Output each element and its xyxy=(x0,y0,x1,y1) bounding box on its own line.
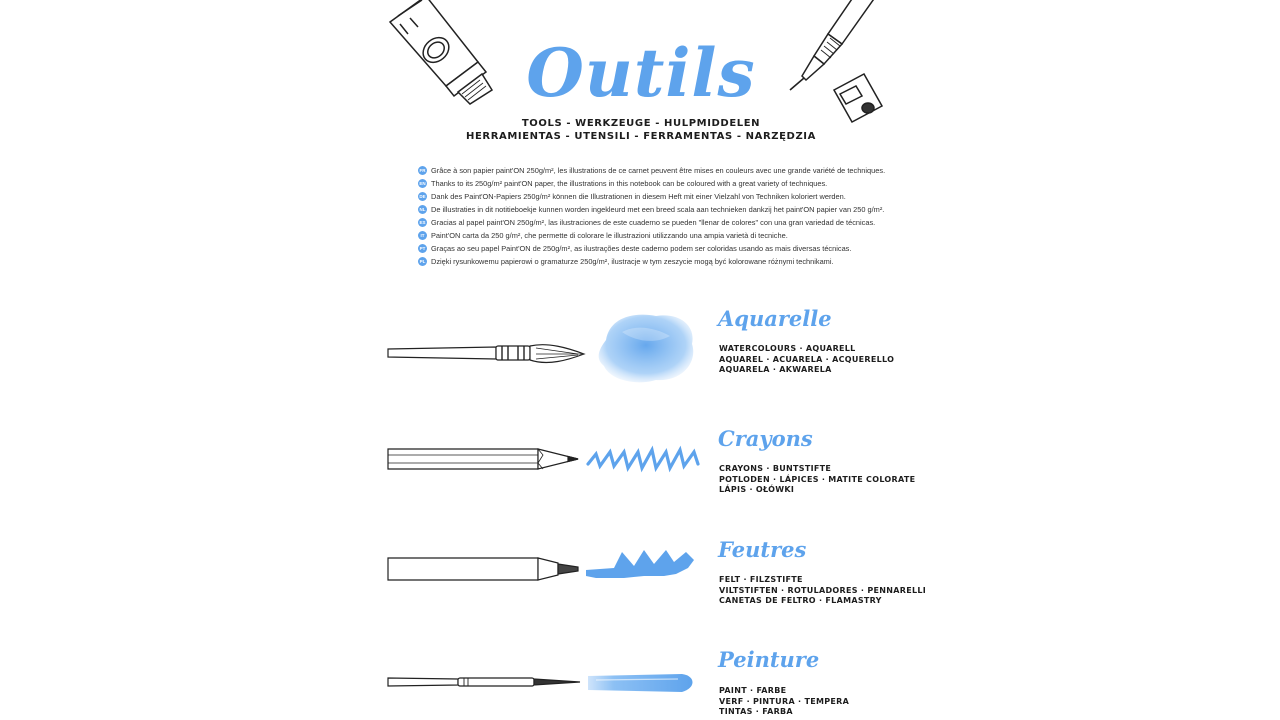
intro-line: IT Paint'ON carta da 250 g/m², che permette di colorare le illustrazioni utilizzando una ampia varietà di tecniche. xyxy=(418,229,888,242)
intro-line: FR Grâce à son papier paint'ON 250g/m², les illustrations de ce carnet peuvent être mises en couleurs avec une grande variété de techniques. xyxy=(419,166,886,175)
page-subtitle-line-1: TOOLS - WERKZEUGE - HULPMIDDELEN xyxy=(521,118,761,129)
tool-title-feutres: Feutres xyxy=(718,537,807,562)
intro-text-list xyxy=(418,164,888,268)
intro-line: PL Dzięki rysunkowemu papierowi o gramaturze 250g/m², ilustracje w tym zeszycie mogą być kolorowane różnymi technikami. xyxy=(419,257,834,266)
flag-pl-icon: PL xyxy=(419,259,426,264)
flag-de-icon: DE xyxy=(419,194,426,199)
pencil-icon xyxy=(388,444,588,474)
flag-it-icon: IT xyxy=(418,231,427,240)
intro-line: ES Gracias al papel paint'ON 250g/m², las ilustraciones de este cuaderno se pueden "llenar de colores" con una gran variedad de técnicas. xyxy=(419,218,876,227)
watercolour-swatch xyxy=(596,310,700,386)
fine-brush-icon xyxy=(388,670,588,694)
flag-es-icon: ES xyxy=(419,220,426,225)
tool-title-peinture: Peinture xyxy=(718,647,820,672)
crayon-swatch xyxy=(584,444,704,474)
flag-pt-icon: PT xyxy=(419,246,426,251)
tool-names-aquarelle: WATERCOLOURS · AQUARELL AQUAREL · ACUARELA · ACQUERELLO AQUARELA · AKWARELA xyxy=(719,344,895,374)
page-title: Outils xyxy=(526,34,756,112)
tool-title-crayons: Crayons xyxy=(718,426,813,451)
felt-swatch xyxy=(584,546,699,580)
flag-nl-icon: NL xyxy=(419,207,426,212)
tool-names-feutres: FELT · FILZSTIFTE VILTSTIFTEN · ROTULADORES · PENNARELLI CANETAS DE FELTRO · FLAMASTRY xyxy=(719,575,927,605)
paint-swatch xyxy=(586,670,698,696)
intro-line: NL De illustraties in dit notitieboekje kunnen worden ingekleurd met een breed scala aan technieken dankzij het paint'ON papier van 250 g/m². xyxy=(419,205,885,214)
flag-en-icon: EN xyxy=(419,181,426,186)
tool-names-crayons: CRAYONS · BUNTSTIFTE POTLODEN · LÁPICES · MATITE COLORATE LÁPIS · OŁÓWKI xyxy=(719,464,916,494)
intro-line: EN Thanks to its 250g/m² paint'ON paper, the illustrations in this notebook can be coloured with a great variety of techniques. xyxy=(419,179,828,188)
notebook-page xyxy=(388,0,927,720)
intro-line: DE Dank des Paint'ON-Papiers 250g/m² können die Illustrationen in diesem Heft mit einer Vielzahl von Techniken koloriert werden. xyxy=(419,192,846,201)
tool-title-aquarelle: Aquarelle xyxy=(718,306,832,331)
felt-pen-icon xyxy=(388,554,588,584)
intro-line: PT Graças ao seu papel Paint'ON de 250g/m², as ilustrações deste caderno podem ser coloridas usando as mais diversas técnicas. xyxy=(419,244,852,253)
page-subtitle-line-2: HERRAMIENTAS - UTENSILI - FERRAMENTAS - NARZĘDZIA xyxy=(466,131,816,142)
flag-fr-icon: FR xyxy=(419,168,426,173)
tool-names-peinture: PAINT · FARBE VERF · PINTURA · TEMPERA TINTAS · FARBA xyxy=(719,686,850,716)
paintbrush-icon xyxy=(388,334,588,374)
